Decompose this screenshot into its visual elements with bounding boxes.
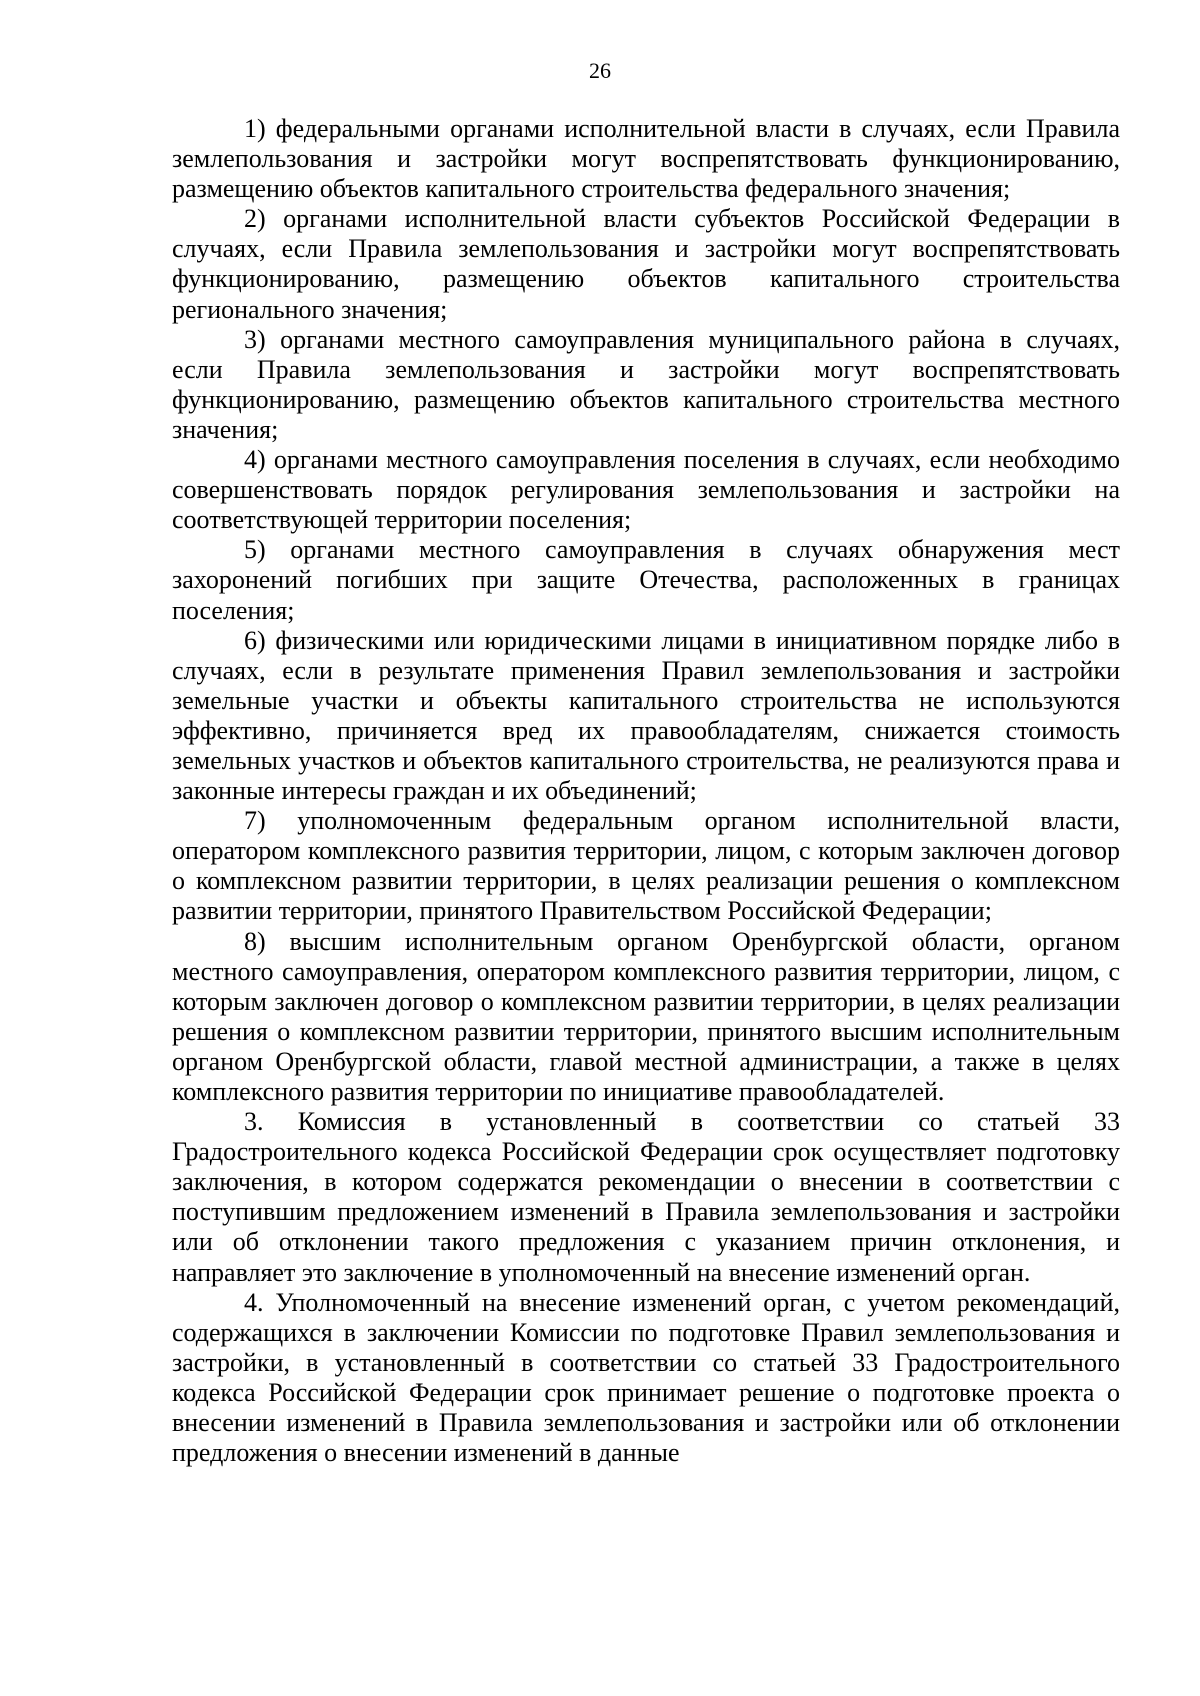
- paragraph-section-3: 3. Комиссия в установленный в соответствии со статьей 33 Градостроительного кодекса Российской Федерации срок осуществляет подготовку заключения, в котором содержатся рекомендации о внесении в соответствии с поступившим предложением изменений в Правила землепользования и застройки или об отклонении такого предложения с указанием причин отклонения, и направляет это заключение в уполномоченный на внесение изменений орган.: [172, 1107, 1120, 1287]
- paragraph-item-8: 8) высшим исполнительным органом Оренбургской области, органом местного самоуправления, оператором комплексного развития территории, лицом, с которым заключен договор о комплексном развитии территории, в целях реализации решения о комплексном развитии территории, принятого высшим исполнительным органом Оренбургской области, главой местной администрации, а также в целях комплексного развития территории по инициативе правообладателей.: [172, 926, 1120, 1106]
- paragraph-item-6: 6) физическими или юридическими лицами в инициативном порядке либо в случаях, если в результате применения Правил землепользования и застройки земельные участки и объекты капитального строительства не используются эффективно, причиняется вред их правообладателям, снижается стоимость земельных участков и объектов капитального строительства, не реализуются права и законные интересы граждан и их объединений;: [172, 625, 1120, 806]
- paragraph-item-1: 1) федеральными органами исполнительной власти в случаях, если Правила землепользования и застройки могут воспрепятствовать функционированию, размещению объектов капитального строительства федерального значения;: [172, 114, 1120, 204]
- paragraph-item-2: 2) органами исполнительной власти субъектов Российской Федерации в случаях, если Правила землепользования и застройки могут воспрепятствовать функционированию, размещению объектов капитального строительства регионального значения;: [172, 204, 1120, 324]
- document-body: [172, 114, 1120, 1468]
- paragraph-item-3: 3) органами местного самоуправления муниципального района в случаях, если Правила землепользования и застройки могут воспрепятствовать функционированию, размещению объектов капитального строительства местного значения;: [172, 324, 1120, 444]
- paragraph-item-5: 5) органами местного самоуправления в случаях обнаружения мест захоронений погибших при защите Отечества, расположенных в границах поселения;: [172, 535, 1120, 625]
- paragraph-section-4: 4. Уполномоченный на внесение изменений орган, с учетом рекомендаций, содержащихся в заключении Комиссии по подготовке Правил землепользования и застройки, в установленный в соответствии со статьей 33 Градостроительного кодекса Российской Федерации срок принимает решение о подготовке проекта о внесении изменений в Правила землепользования и застройки или об отклонении предложения о внесении изменений в данные: [172, 1287, 1120, 1468]
- page-number: 26: [589, 58, 611, 83]
- paragraph-item-7: 7) уполномоченным федеральным органом исполнительной власти, оператором комплексного развития территории, лицом, с которым заключен договор о комплексном развитии территории, в целях реализации решения о комплексном развитии территории, принятого Правительством Российской Федерации;: [172, 806, 1120, 926]
- paragraph-item-4: 4) органами местного самоуправления поселения в случаях, если необходимо совершенствовать порядок регулирования землепользования и застройки на соответствующей территории поселения;: [172, 445, 1120, 535]
